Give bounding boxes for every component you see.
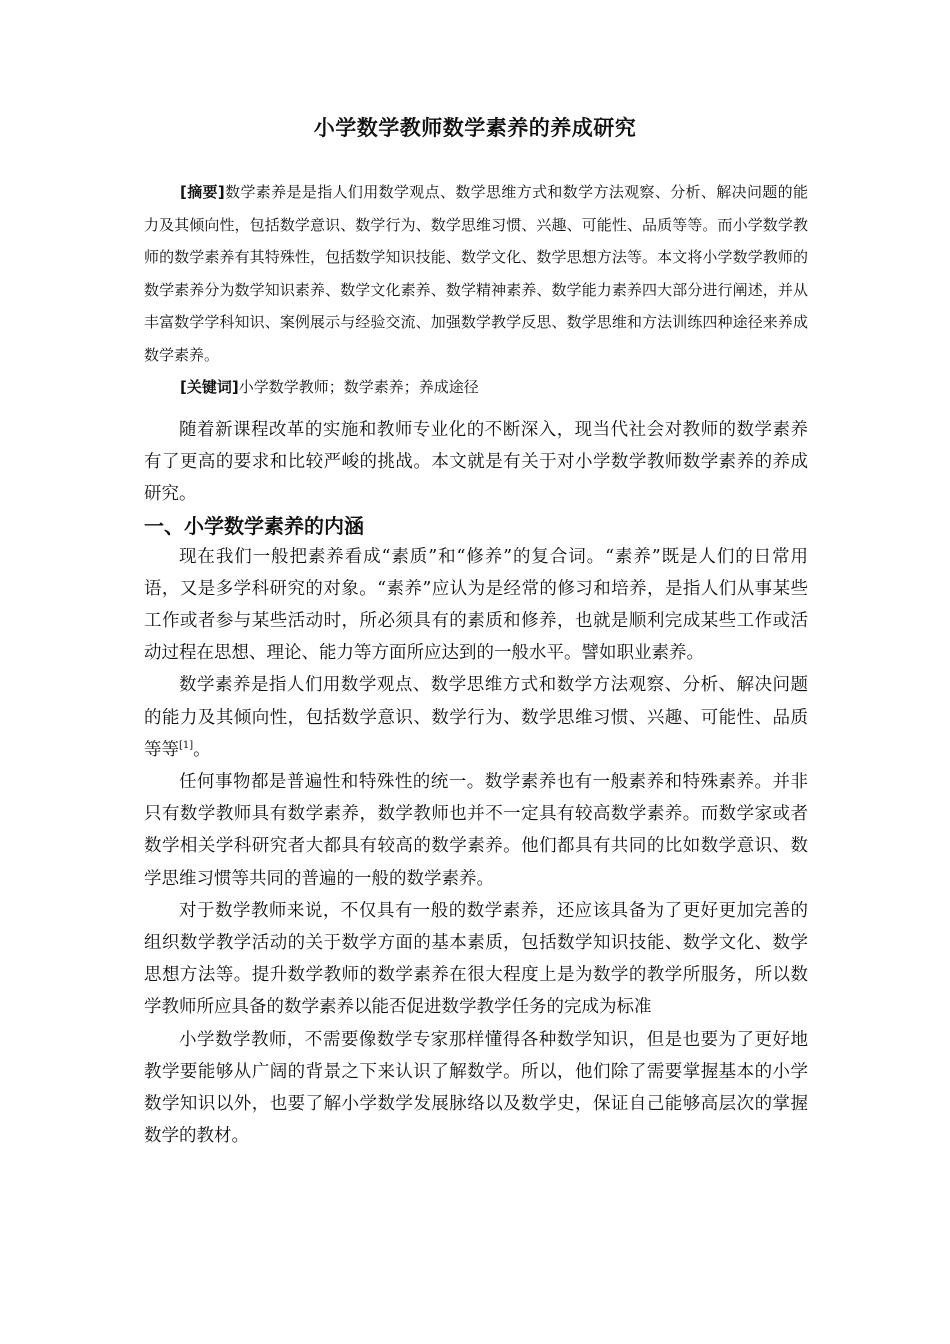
- body-paragraph-1: 现在我们一般把素养看成“素质”和“修养”的复合词。“素养”既是人们的日常用语，又是多学科研究的对象。“素养”应认为是经常的修习和培养，是指人们从事某些工作或者参与某些活动时，所必须具有的素质和修养，也就是顺利完成某些工作或活动过程在思想、理论、能力等方面所应达到的一般水平。譬如职业素养。: [144, 546, 808, 664]
- abstract-text: 数学素养是是指人们用数学观点、数学思维方式和数学方法观察、分析、解决问题的能力及其倾向性，包括数学意识、数学行为、数学思维习惯、兴趣、可能性、品质等等。而小学数学教师的数学素养有其特殊性，包括数学知识技能、数学文化、数学思想方法等。本文将小学数学教师的数学素养分为数学知识素养、数学文化素养、数学精神素养、数学能力素养四大部分进行阐述，并从丰富数学学科知识、案例展示与经验交流、加强数学教学反思、数学思维和方法训练四种途径来养成数学素养。: [144, 183, 808, 364]
- keywords-paragraph: [144, 371, 808, 404]
- body-text: [144, 414, 808, 1152]
- body-paragraph-4: 对于数学教师来说，不仅具有一般的数学素养，还应该具备为了更好更加完善的组织数学教学活动的关于数学方面的基本素质，包括数学知识技能、数学文化、数学思想方法等。提升数学教师的数学素养在很大程度上是为数学的教学所服务，所以数学教师所应具备的数学素养以能否促进数学教学任务的完成为标准: [144, 900, 808, 1018]
- abstract-label: [摘要]: [180, 183, 225, 201]
- section-heading: 一、小学数学素养的内涵: [144, 513, 364, 538]
- citation-ref: [1]: [179, 739, 194, 751]
- body-paragraph-5: 小学数学教师，不需要像数学专家那样懂得各种数学知识，但是也要为了更好地教学要能够从广阔的背景之下来认识了解数学。所以，他们除了需要掌握基本的小学数学知识以外，也要了解小学数学发展脉络以及数学史，保证自己能够高层次的掌握数学的教材。: [144, 1029, 808, 1147]
- intro-paragraph: 随着新课程改革的实施和教师专业化的不断深入，现当代社会对教师的数学素养有了更高的要求和比较严峻的挑战。本文就是有关于对小学数学教师数学素养的养成研究。: [144, 420, 808, 505]
- abstract-paragraph: [144, 176, 808, 371]
- body-paragraph-3: 任何事物都是普遍性和特殊性的统一。数学素养也有一般素养和特殊素养。并非只有数学教师具有数学素养，数学教师也并不一定具有较高数学素养。而数学家或者数学相关学科研究者大都具有较高的数学素养。他们都具有共同的比如数学意识、数学思维习惯等共同的普遍的一般的数学素养。: [144, 772, 808, 889]
- body-paragraph-2-end: 。: [193, 739, 211, 760]
- body-paragraph-2-text: 数学素养是指人们用数学观点、数学思维方式和数学方法观察、分析、解决问题的能力及其倾向性，包括数学意识、数学行为、数学思维习惯、兴趣、可能性、品质等等: [144, 675, 808, 760]
- body-paragraph-2: [144, 669, 808, 766]
- abstract-block: [144, 176, 808, 404]
- keywords-text: 小学数学教师；数学素养；养成途径: [238, 378, 479, 396]
- keywords-label: [关键词]: [180, 378, 239, 396]
- paper-title: 小学数学教师数学素养的养成研究: [313, 116, 637, 140]
